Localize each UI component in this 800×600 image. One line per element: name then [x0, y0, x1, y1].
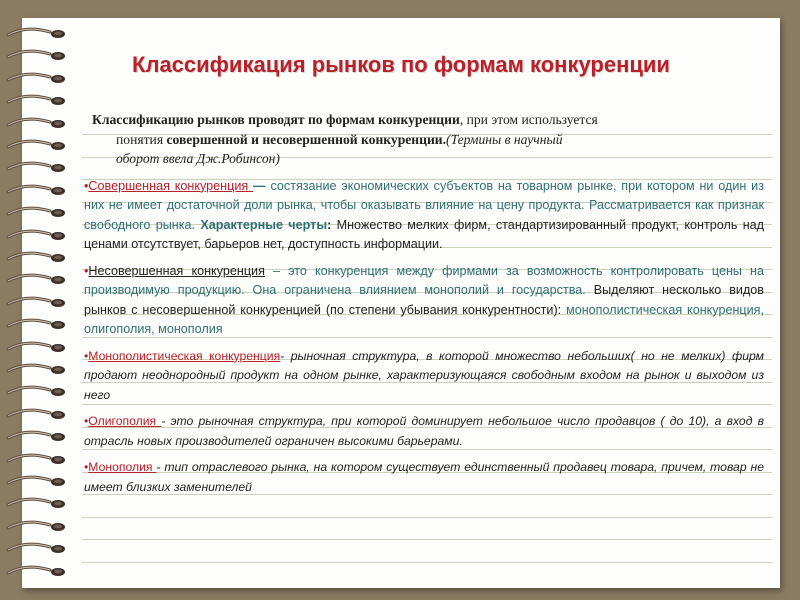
- spiral-ring-icon: [6, 183, 70, 195]
- spiral-ring-icon: [6, 429, 70, 441]
- extra-imperfect: Выделяют несколько видов рынков с несовершенной конкуренцией (по степени убывания конкурентности):: [84, 283, 764, 317]
- bullet: •: [84, 263, 89, 278]
- spiral-ring-icon: [6, 160, 70, 172]
- def-imperfect: – это конкуренция между фирмами за возможность контролировать цены на производимую продукцию. Она ограничена влиянием монополий и государства.: [84, 263, 764, 297]
- term-monopolistic: Монополистическая конкуренция: [88, 348, 281, 363]
- slide-content: [84, 110, 764, 504]
- spiral-ring-icon: [6, 250, 70, 262]
- spiral-ring-icon: [6, 362, 70, 374]
- spiral-ring-icon: [6, 272, 70, 284]
- intro-note2: оборот ввела Дж.Робинсон): [116, 151, 280, 166]
- def-oligopoly: - это рыночная структура, при которой доминирует небольшое число продавцов ( до 10), а вход в отрасль новых производителей ограничен высокими барьерами.: [84, 414, 764, 448]
- spiral-ring-icon: [6, 474, 70, 486]
- def-perfect: состязание экономических субъектов на товарном рынке, при котором ни один из них не имеет достаточной доли рынка, чтобы оказывать влияние на цену продукта. Рассматривается как признак свободного рынка.: [84, 178, 764, 232]
- spiral-ring-icon: [6, 541, 70, 553]
- spiral-ring-icon: [6, 317, 70, 329]
- spiral-ring-icon: [6, 48, 70, 60]
- term-perfect: Совершенная конкуренция: [88, 178, 254, 193]
- features-text: Множество мелких фирм, стандартизированный продукт, контроль над ценами отсутствует, барьеров нет, доступность информации.: [84, 217, 765, 251]
- spiral-ring-icon: [6, 295, 70, 307]
- intro-dot: .: [442, 131, 447, 147]
- spiral-ring-icon: [6, 340, 70, 352]
- spiral-ring-icon: [6, 71, 70, 83]
- notebook-page: [22, 18, 780, 588]
- spiral-ring-icon: [6, 26, 70, 38]
- bullet: •: [84, 414, 89, 428]
- intro-rest2: понятия: [116, 131, 167, 147]
- list-item-oligopoly: [84, 412, 764, 451]
- bullet: •: [84, 348, 89, 363]
- ruled-line: [82, 539, 772, 540]
- def-monopolistic: - рыночная структура, в которой множество небольших( но не мелких) фирм продают неоднородный продукт на одном рынке, характеризующаяся свободным входом на рынок и выходом из него: [84, 348, 764, 402]
- spiral-ring-icon: [6, 452, 70, 464]
- list-item-perfect: [84, 177, 764, 255]
- intro-note1: (Термины в научный: [446, 131, 563, 147]
- spiral-ring-icon: [6, 519, 70, 531]
- ruled-line: [82, 517, 772, 518]
- dash: —: [253, 178, 266, 193]
- intro-lead: Классификацию рынков проводят по формам конкуренции: [92, 112, 460, 127]
- spiral-ring-icon: [6, 93, 70, 105]
- spiral-ring-icon: [6, 205, 70, 217]
- term-monopoly: Монополия: [88, 460, 157, 474]
- intro-rest1: , при этом используется: [459, 112, 598, 127]
- bullet: •: [84, 460, 89, 474]
- bullet: •: [84, 178, 89, 193]
- term-oligopoly: Олигополия: [88, 414, 162, 428]
- spiral-ring-icon: [6, 407, 70, 419]
- spiral-ring-icon: [6, 496, 70, 508]
- spiral-ring-icon: [6, 228, 70, 240]
- spiral-binding: [0, 18, 70, 588]
- features-label: Характерные черты: [200, 217, 328, 232]
- spiral-ring-icon: [6, 138, 70, 150]
- slide-title: Классификация рынков по формам конкуренции: [132, 52, 670, 77]
- spiral-ring-icon: [6, 116, 70, 128]
- spiral-ring-icon: [6, 564, 70, 576]
- kinds-imperfect: монополистическая конкуренция, олигополия, монополия: [84, 302, 764, 336]
- def-monopoly: - тип отраслевого рынка, на котором существует единственный продавец товара, причем, товар не имеет близких заменителей: [84, 460, 764, 494]
- spiral-ring-icon: [6, 384, 70, 396]
- list-item-monopoly: [84, 458, 764, 497]
- features-colon: :: [327, 217, 332, 232]
- intro-paragraph: [84, 110, 764, 169]
- list-item-monopolistic: [84, 347, 764, 406]
- list-item-imperfect: [84, 262, 764, 340]
- ruled-line: [82, 562, 772, 563]
- term-imperfect: Несовершенная конкуренция: [88, 263, 265, 278]
- intro-bold-terms: совершенной и несовершенной конкуренции: [166, 131, 443, 147]
